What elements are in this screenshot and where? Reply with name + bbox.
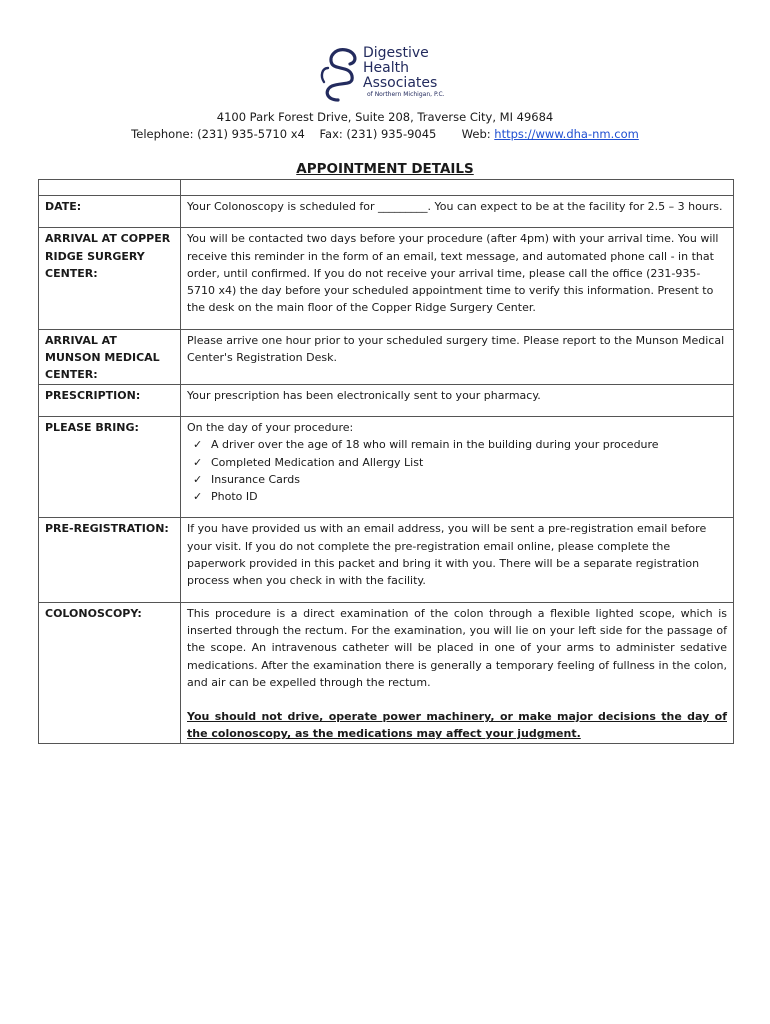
web-label: Web: xyxy=(461,127,491,141)
bring-checklist xyxy=(187,436,727,505)
colonoscopy-warning: You should not drive, operate power machinery, or make major decisions the day of the colonoscopy, as the medications may affect your judgment. xyxy=(187,710,727,741)
website-link[interactable]: https://www.dha-nm.com xyxy=(494,127,639,141)
row-please-bring xyxy=(39,416,734,517)
row-value: Your Colonoscopy is scheduled for _________. You can expect to be at the facility for 2.5 – 3 hours. xyxy=(181,196,734,228)
row-value xyxy=(181,416,734,517)
fax: Fax: (231) 935-9045 xyxy=(319,127,437,141)
logo-line-3: Associates xyxy=(363,75,438,91)
row-label: COLONOSCOPY: xyxy=(39,602,181,743)
appointment-details-table xyxy=(38,179,734,744)
row-label: PLEASE BRING: xyxy=(39,416,181,517)
list-item: ✓ Completed Medication and Allergy List xyxy=(187,454,727,471)
row-arrival-copper-ridge xyxy=(39,228,734,329)
row-date xyxy=(39,196,734,228)
row-value: If you have provided us with an email address, you will be sent a pre-registration email before your visit. If you do not complete the pre-registration email online, please complete the paperwork provided in this packet and bring it with you. There will be a separate registration process when you check in with the facility. xyxy=(181,518,734,602)
address-line: 4100 Park Forest Drive, Suite 208, Traverse City, MI 49684 xyxy=(216,110,554,124)
row-value xyxy=(181,602,734,743)
row-label: PRESCRIPTION: xyxy=(39,384,181,416)
row-value: Your prescription has been electronically sent to your pharmacy. xyxy=(181,384,734,416)
row-label: ARRIVAL AT MUNSON MEDICAL CENTER: xyxy=(39,329,181,384)
list-item: ✓ Photo ID xyxy=(187,488,727,505)
row-label: ARRIVAL AT COPPER RIDGE SURGERY CENTER: xyxy=(39,228,181,329)
checkmark-icon: ✓ xyxy=(193,455,203,469)
row-label: DATE: xyxy=(39,196,181,228)
logo-subline: of Northern Michigan, P.C. xyxy=(367,91,445,98)
bring-intro: On the day of your procedure: xyxy=(187,420,354,434)
checkmark-icon: ✓ xyxy=(193,472,203,486)
row-pre-registration xyxy=(39,518,734,602)
company-logo xyxy=(316,42,476,108)
list-item: ✓ A driver over the age of 18 who will remain in the building during your procedure xyxy=(187,436,727,453)
list-item: ✓ Insurance Cards xyxy=(187,471,727,488)
logo-line-1: Digestive xyxy=(363,45,429,61)
row-colonoscopy xyxy=(39,602,734,743)
logo-line-2: Health xyxy=(363,60,409,76)
telephone: Telephone: (231) 935-5710 x4 xyxy=(131,127,305,141)
colon-swirl-logo-icon xyxy=(316,42,364,108)
row-label: PRE-REGISTRATION: xyxy=(39,518,181,602)
table-spacer-row xyxy=(39,180,734,196)
row-prescription xyxy=(39,384,734,416)
colonoscopy-description: This procedure is a direct examination of the colon through a flexible lighted scope, which is inserted through the rectum. For the examination, you will lie on your left side for the passage of the scope. An intravenous catheter will be placed in one of your arms to administer sedative medications. After the examination there is generally a temporary feeling of fullness in the colon, and air can be expelled through the rectum. xyxy=(187,606,727,689)
row-arrival-munson xyxy=(39,329,734,384)
contact-line xyxy=(0,127,770,141)
checkmark-icon: ✓ xyxy=(193,490,203,504)
logo-wordmark xyxy=(363,46,445,99)
checkmark-icon: ✓ xyxy=(193,438,203,452)
row-value: You will be contacted two days before your procedure (after 4pm) with your arrival time. You will receive this reminder in the form of an email, text message, and automated phone call - in that order, until confirmed. If you do not receive your arrival time, please call the office (231-935-5710 x4) the day before your scheduled appointment time to verify this information. Present to the desk on the main floor of the Copper Ridge Surgery Center. xyxy=(181,228,734,329)
page-title: APPOINTMENT DETAILS xyxy=(296,161,474,177)
row-value: Please arrive one hour prior to your scheduled surgery time. Please report to the Munson Medical Center's Registration Desk. xyxy=(181,329,734,384)
